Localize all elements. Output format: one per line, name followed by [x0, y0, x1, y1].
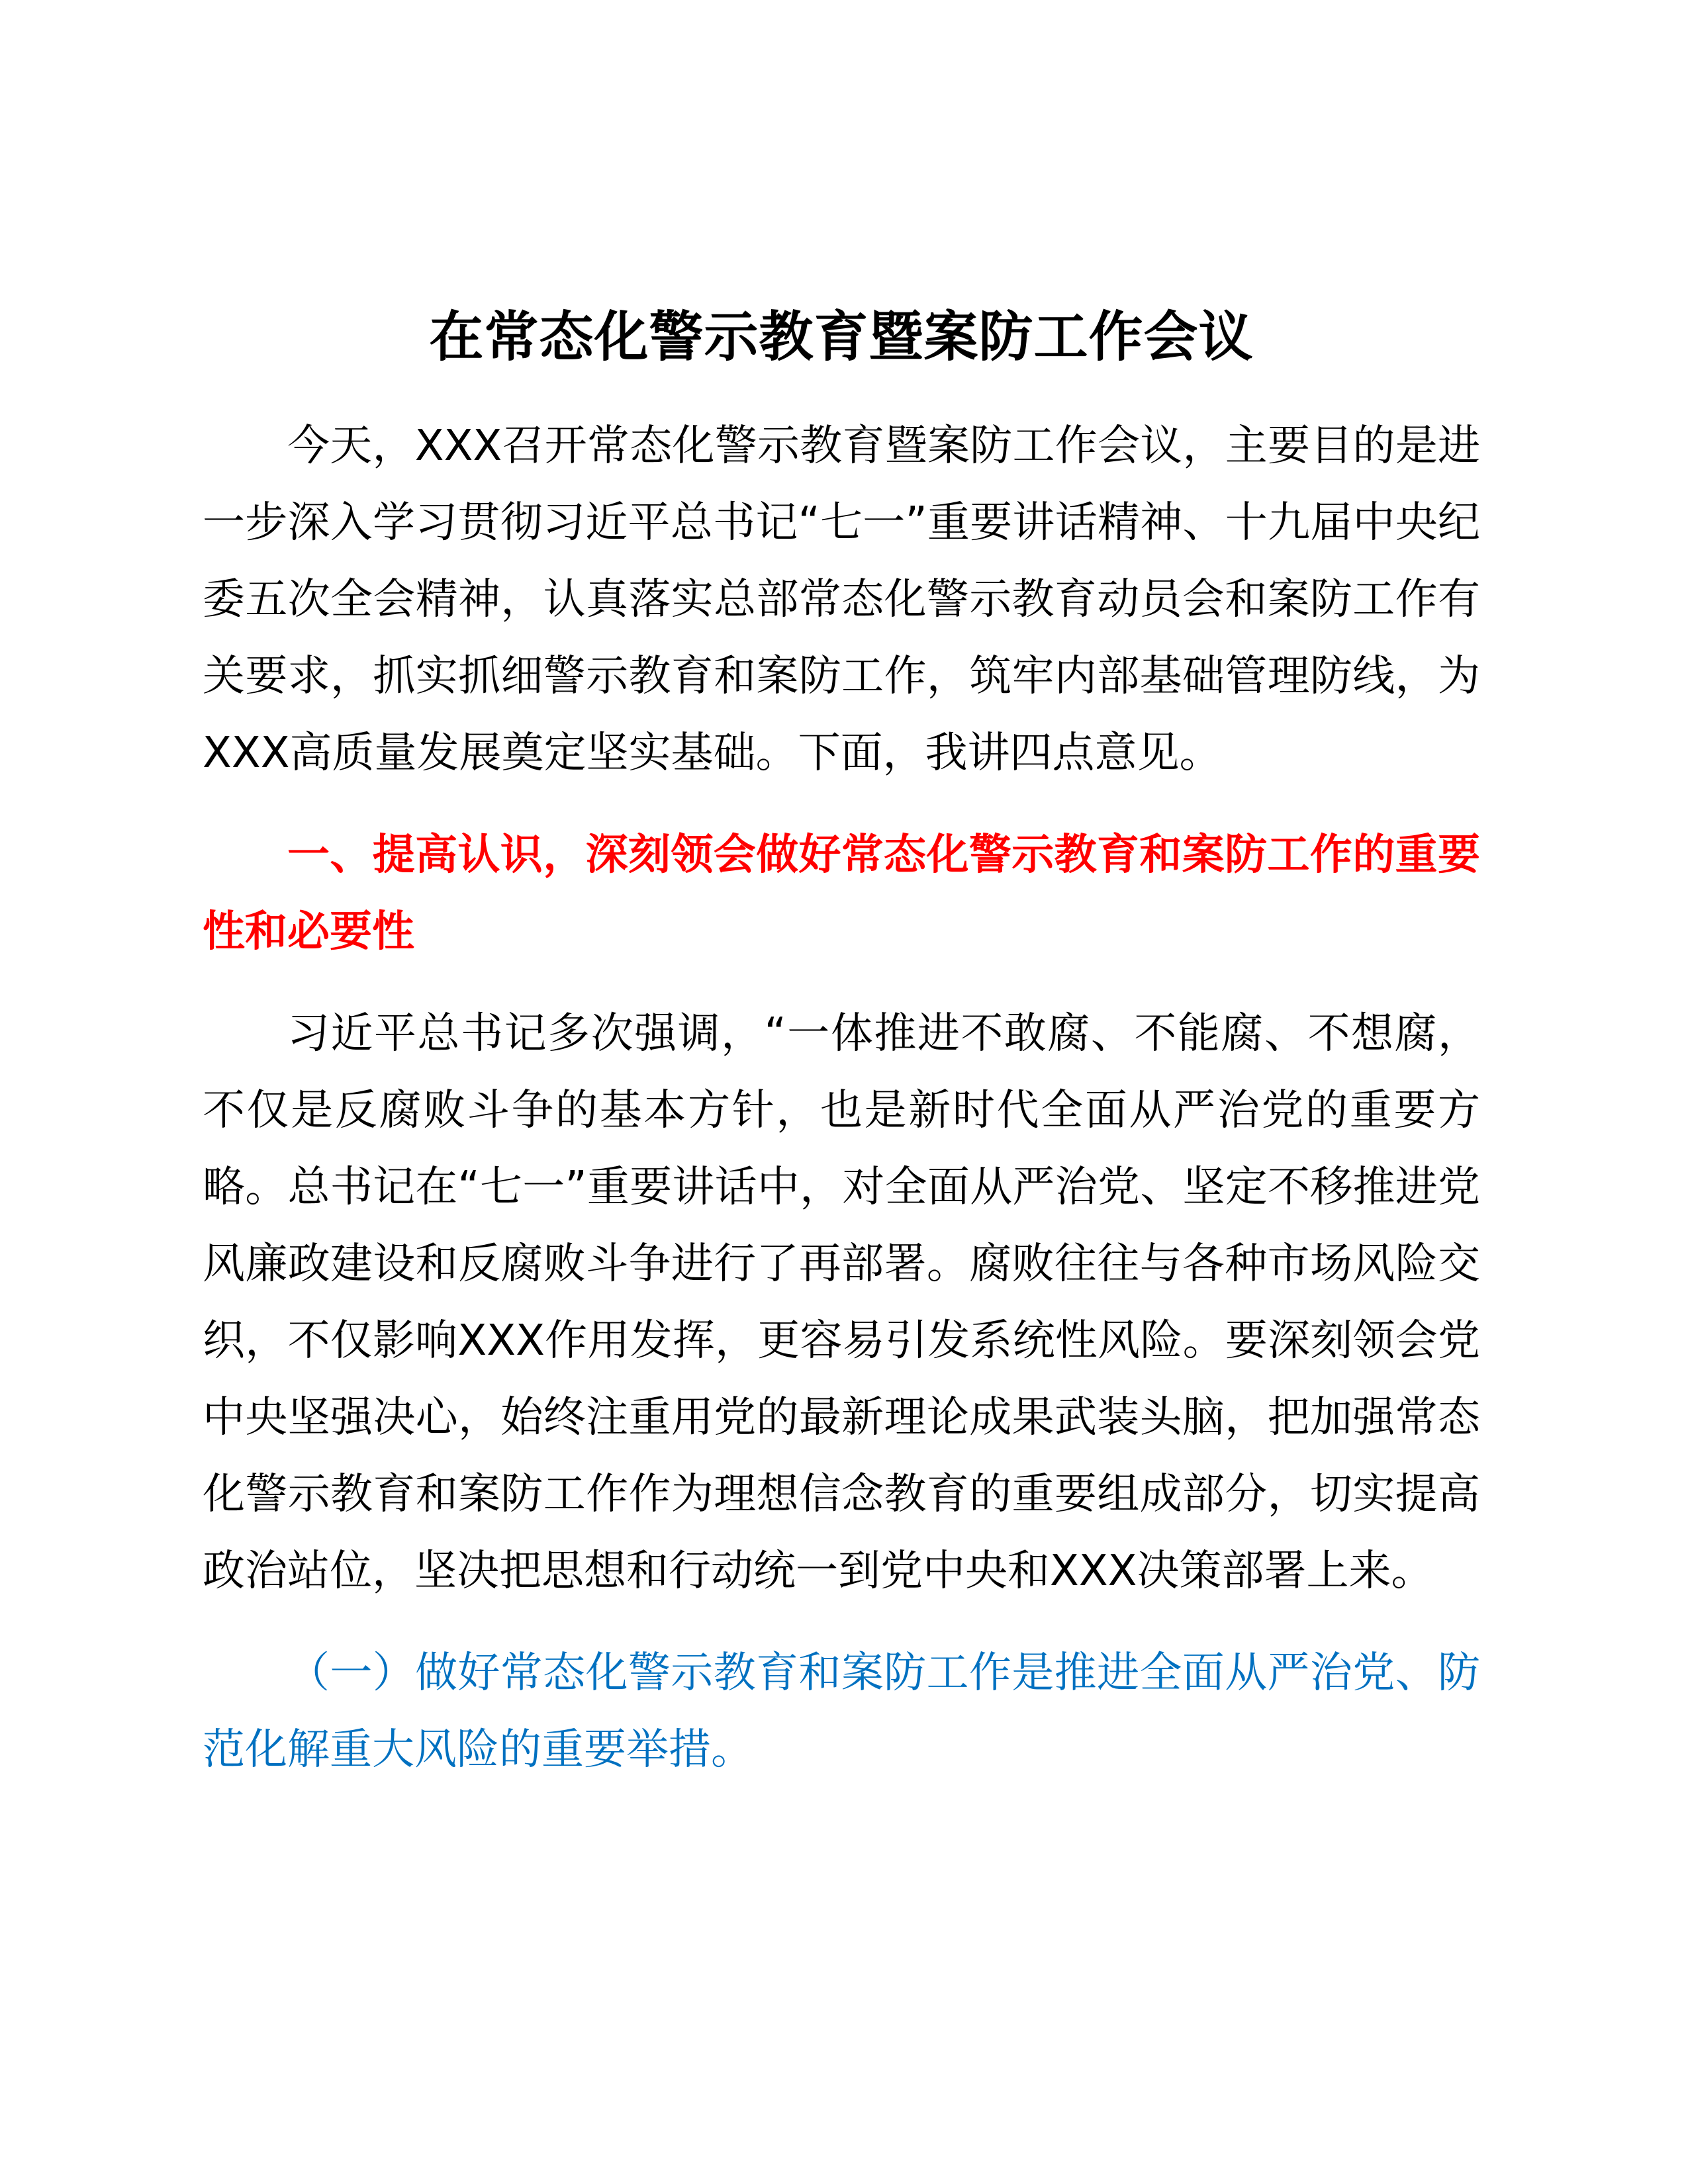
section-1-body-paragraph: 习近平总书记多次强调，“一体推进不敢腐、不能腐、不想腐，不仅是反腐败斗争的基本方针，也是新时代全面从严治党的重要方略。总书记在“七一”重要讲话中，对全面从严治党、坚定不移推进党风廉政建设和反腐败斗争进行了再部署。腐败往往与各种市场风险交织，不仅影响XXX作用发挥，更容易引发系统性风险。要深刻领会党中央坚强决心，始终注重用党的最新理论成果武装头脑，把加强常态化警示教育和案防工作作为理想信念教育的重要组成部分，切实提高政治站位，坚决把思想和行动统一到党中央和XXX决策部署上来。 [203, 1009, 1480, 1596]
document-content [203, 291, 1480, 1813]
subsection-heading-1: （一）做好常态化警示教育和案防工作是推进全面从严治党、防范化解重大风险的重要举措。 [203, 1649, 1480, 1774]
opening-paragraph: 今天，XXX召开常态化警示教育暨案防工作会议，主要目的是进一步深入学习贯彻习近平总书记“七一”重要讲话精神、十九届中央纪委五次全会精神，认真落实总部常态化警示教育动员会和案防工作有关要求，抓实抓细警示教育和案防工作，筑牢内部基础管理防线，为XXX高质量发展奠定坚实基础。下面，我讲四点意见。 [203, 422, 1480, 778]
document-title: 在常态化警示教育暨案防工作会议 [429, 306, 1254, 369]
section-heading-1: 一、提高认识，深刻领会做好常态化警示教育和案防工作的重要性和必要性 [203, 831, 1480, 956]
